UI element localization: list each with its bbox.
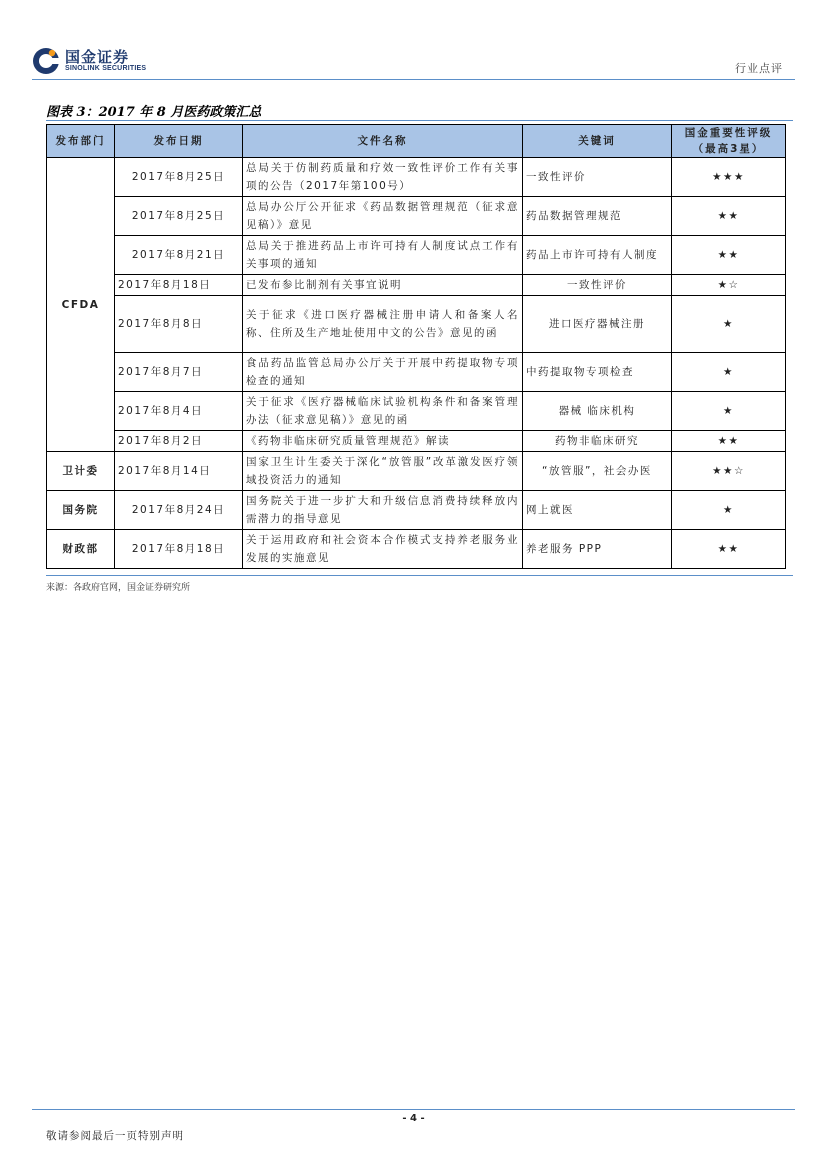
keyword-cell: 网上就医 <box>523 491 672 530</box>
footer-divider <box>32 1109 795 1110</box>
page-number: - 4 - <box>402 1113 425 1124</box>
column-header-keyword: 关键词 <box>523 125 672 158</box>
table-row <box>47 197 786 236</box>
keyword-cell: 一致性评价 <box>523 275 672 296</box>
table-row <box>47 275 786 296</box>
rating-cell: ★★★ <box>672 158 786 197</box>
disclaimer-note: 敬请参阅最后一页特别声明 <box>46 1130 184 1142</box>
dept-cell-cfda: CFDA <box>47 158 115 452</box>
rating-cell: ★★ <box>672 431 786 452</box>
table-row <box>47 296 786 353</box>
keyword-cell: 进口医疗器械注册 <box>523 296 672 353</box>
date-cell: 2017年8月7日 <box>115 353 243 392</box>
date-cell: 2017年8月21日 <box>115 236 243 275</box>
page-header <box>0 0 827 90</box>
rating-cell: ★ <box>672 392 786 431</box>
figure-title: 图表 3：2017 年 8 月医药政策汇总 <box>46 105 262 120</box>
keyword-cell: 一致性评价 <box>523 158 672 197</box>
header-divider <box>32 79 795 80</box>
dept-cell-state-council: 国务院 <box>47 491 115 530</box>
keyword-cell: 药品数据管理规范 <box>523 197 672 236</box>
keyword-cell: 中药提取物专项检查 <box>523 353 672 392</box>
rating-cell: ★★☆ <box>672 452 786 491</box>
policy-table <box>46 124 786 569</box>
dept-cell-mof: 财政部 <box>47 530 115 569</box>
date-cell: 2017年8月2日 <box>115 431 243 452</box>
logo-company-en: SINOLINK SECURITIES <box>65 65 147 72</box>
source-note: 来源：各政府官网，国金证券研究所 <box>46 583 191 593</box>
table-row <box>47 491 786 530</box>
name-cell: 关于运用政府和社会资本合作模式支持养老服务业发展的实施意见 <box>243 530 523 569</box>
document-type: 行业点评 <box>735 62 783 75</box>
column-header-rating <box>672 125 786 158</box>
keyword-cell: 养老服务 PPP <box>523 530 672 569</box>
keyword-cell: 器械 临床机构 <box>523 392 672 431</box>
name-cell: 总局办公厅公开征求《药品数据管理规范（征求意见稿）》意见 <box>243 197 523 236</box>
column-header-date: 发布日期 <box>115 125 243 158</box>
table-row <box>47 452 786 491</box>
rating-header-line2: （最高3星） <box>692 143 765 155</box>
table-row <box>47 353 786 392</box>
table-bottom-divider <box>46 575 793 576</box>
name-cell: 食品药品监管总局办公厅关于开展中药提取物专项检查的通知 <box>243 353 523 392</box>
title-divider <box>46 120 793 121</box>
keyword-cell: 药品上市许可持有人制度 <box>523 236 672 275</box>
column-header-dept: 发布部门 <box>47 125 115 158</box>
rating-cell: ★★ <box>672 197 786 236</box>
name-cell: 总局关于推进药品上市许可持有人制度试点工作有关事项的通知 <box>243 236 523 275</box>
name-cell: 已发布参比制剂有关事宜说明 <box>243 275 523 296</box>
table-row <box>47 431 786 452</box>
column-header-name: 文件名称 <box>243 125 523 158</box>
logo-company-cn: 国金证券 <box>65 48 130 66</box>
rating-cell: ★☆ <box>672 275 786 296</box>
date-cell: 2017年8月4日 <box>115 392 243 431</box>
table-row <box>47 158 786 197</box>
dept-cell-nhfpc: 卫计委 <box>47 452 115 491</box>
table-row <box>47 392 786 431</box>
name-cell: 关于征求《医疗器械临床试验机构条件和备案管理办法（征求意见稿）》意见的函 <box>243 392 523 431</box>
company-logo <box>32 46 172 78</box>
name-cell: 《药物非临床研究质量管理规范》解读 <box>243 431 523 452</box>
name-cell: 总局关于仿制药质量和疗效一致性评价工作有关事项的公告（2017年第100号） <box>243 158 523 197</box>
keyword-cell: 药物非临床研究 <box>523 431 672 452</box>
date-cell: 2017年8月18日 <box>115 275 243 296</box>
name-cell: 国家卫生计生委关于深化“放管服”改革激发医疗领域投资活力的通知 <box>243 452 523 491</box>
date-cell: 2017年8月25日 <box>115 158 243 197</box>
rating-cell: ★ <box>672 491 786 530</box>
sinolink-logo-icon <box>32 46 60 76</box>
rating-cell: ★★ <box>672 530 786 569</box>
table-row <box>47 236 786 275</box>
rating-cell: ★ <box>672 296 786 353</box>
rating-cell: ★ <box>672 353 786 392</box>
date-cell: 2017年8月24日 <box>115 491 243 530</box>
table-row <box>47 530 786 569</box>
date-cell: 2017年8月14日 <box>115 452 243 491</box>
keyword-cell: “放管服”，社会办医 <box>523 452 672 491</box>
date-cell: 2017年8月25日 <box>115 197 243 236</box>
name-cell: 国务院关于进一步扩大和升级信息消费持续释放内需潜力的指导意见 <box>243 491 523 530</box>
name-cell: 关于征求《进口医疗器械注册申请人和备案人名称、住所及生产地址使用中文的公告》意见的函 <box>243 296 523 353</box>
table-header-row <box>47 125 786 158</box>
rating-header-line1: 国金重要性评级 <box>684 127 773 139</box>
date-cell: 2017年8月18日 <box>115 530 243 569</box>
date-cell: 2017年8月8日 <box>115 296 243 353</box>
rating-cell: ★★ <box>672 236 786 275</box>
